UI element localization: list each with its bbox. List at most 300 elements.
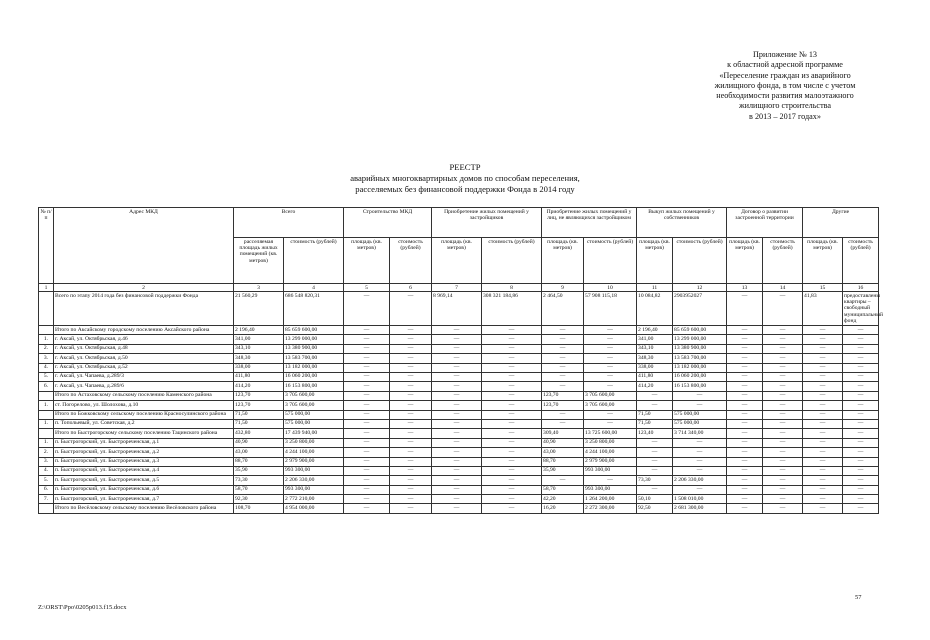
row-cell: — [390,485,432,494]
row-address: п. Топольевый, ул. Советская, д.2 [54,419,234,428]
row-cell: — [843,326,879,335]
header-territory-contract: Договор о развитии застроенной территории [727,208,803,238]
row-number: 3. [39,457,54,466]
column-number: 9 [542,284,584,292]
row-cell: 3 705 600,00 [584,391,637,400]
row-cell: — [673,391,727,400]
row-cell: — [390,495,432,504]
table-row [39,419,879,428]
column-number: 5 [344,284,390,292]
row-cell: — [344,485,390,494]
column-number: 7 [432,284,482,292]
row-cell: — [763,476,803,485]
row-cell: 43,00 [234,448,284,457]
row-cell: — [727,391,763,400]
row-cell: 35,90 [542,466,584,475]
row-address: п. Быстрогорский, ул. Быстрореченская, д.3 [54,457,234,466]
row-cell: — [482,495,542,504]
row-cell: — [390,372,432,381]
row-cell: — [482,382,542,391]
row-cell: 123,40 [637,429,673,438]
table-row [39,476,879,485]
row-cell: — [344,419,390,428]
row-cell: — [390,363,432,372]
row-cell: — [763,335,803,344]
header-non-developer-purchase: Приобретение жилых помещений у лиц, не являющихся застройщиком [542,208,637,238]
row-address: г. Аксай, ул. Октябрьская, д.46 [54,335,234,344]
row-number: 2. [39,448,54,457]
row-address: п. Быстрогорский, ул. Быстрореченская, д.5 [54,476,234,485]
row-cell: — [727,363,763,372]
row-cell: 338,00 [637,363,673,372]
row-cell: — [803,354,843,363]
table-row [39,326,879,335]
row-cell: — [673,448,727,457]
row-cell: — [344,504,390,513]
row-number: 1. [39,401,54,410]
appendix-line: Приложение № 13 [752,50,818,59]
row-cell: — [584,344,637,353]
row-cell: 341,00 [234,335,284,344]
row-cell: 2 979 900,00 [284,457,344,466]
row-cell: — [432,476,482,485]
row-cell: — [390,292,432,326]
row-cell: — [763,292,803,326]
row-cell: — [584,326,637,335]
row-cell: — [432,335,482,344]
row-cell: — [763,419,803,428]
row-cell: 348,30 [637,354,673,363]
row-cell: — [727,401,763,410]
header-row-1 [39,208,879,238]
row-cell: 92,50 [637,504,673,513]
row-cell: — [390,457,432,466]
row-cell: — [482,410,542,419]
row-cell: — [584,382,637,391]
row-cell: — [803,391,843,400]
row-cell: 123,70 [234,401,284,410]
row-cell: 414,20 [234,382,284,391]
row-cell: — [727,495,763,504]
row-number: 4. [39,466,54,475]
row-cell: — [803,438,843,447]
row-cell: — [803,410,843,419]
appendix-line: «Переселение граждан из аварийного [719,70,851,80]
row-cell: — [727,382,763,391]
header-developer-purchase: Приобретение жилых помещений у застройщиков [432,208,542,238]
row-cell: — [843,476,879,485]
row-cell: — [843,495,879,504]
row-cell: — [763,448,803,457]
row-cell: 13 299 000,00 [673,335,727,344]
row-cell: — [673,438,727,447]
row-cell: — [763,326,803,335]
row-cell: — [727,504,763,513]
row-cell: 13 583 700,00 [673,354,727,363]
row-cell: — [482,344,542,353]
row-cell: — [803,372,843,381]
row-cell: 575 000,00 [284,410,344,419]
row-cell: 3 705 600,00 [284,391,344,400]
row-cell: 411,80 [234,372,284,381]
row-cell: 2 206 330,00 [284,476,344,485]
row-cell: — [637,466,673,475]
row-cell: предоставлены квартиры – свободный муниципальный фонд [844,292,883,325]
row-cell: — [584,335,637,344]
row-cell: 341,00 [637,335,673,344]
row-cell: 2 772 210,00 [284,495,344,504]
row-cell: 88,70 [234,457,284,466]
row-cell: 21 560,29 [234,292,284,326]
row-address: п. Быстрогорский, ул. Быстрореченская, д.1 [54,438,234,447]
row-cell: — [727,292,763,326]
header-address: Адрес МКД [54,208,234,284]
row-cell: 123,70 [234,391,284,400]
row-cell: — [803,326,843,335]
row-cell: — [803,382,843,391]
row-address: Итого по Быстрогорскому сельскому поселению Тацинского района [54,429,234,438]
column-number: 1 [39,284,54,292]
row-cell: 411,80 [637,372,673,381]
row-cell: — [803,495,843,504]
subheader-area: площадь (кв. метров) [542,238,584,284]
row-cell: — [542,354,584,363]
row-cell: 16 060 200,00 [284,372,344,381]
row-cell: 343,10 [637,344,673,353]
row-address: г. Аксай, ул. Октябрьская, д.48 [54,344,234,353]
row-number: 6. [39,382,54,391]
table-row [39,438,879,447]
row-cell: — [482,401,542,410]
subheader-area-total: расселяемая площадь жилых помещений (кв. метров) [234,238,284,284]
row-cell: — [432,391,482,400]
row-cell: 3 705 600,00 [584,401,637,410]
row-cell: 13 380 900,00 [673,344,727,353]
subheader-area: площадь (кв. метров) [803,238,843,284]
column-number: 11 [637,284,673,292]
header-buyout: Выкуп жилых помещений у собственников [637,208,727,238]
row-number [39,410,54,419]
row-address: Итого по Аксайскому городскому поселению Аксайского района [54,326,234,335]
row-number: 5. [39,372,54,381]
row-cell: 309,40 [542,429,584,438]
header-construction: Строительство МКД [344,208,432,238]
subheader-cost: стоимость (рублей) [390,238,432,284]
row-cell: — [482,476,542,485]
row-cell: — [432,438,482,447]
row-cell: — [390,335,432,344]
row-cell: — [390,391,432,400]
table-row [39,401,879,410]
row-cell: — [803,457,843,466]
row-cell: — [344,382,390,391]
row-cell: — [344,326,390,335]
row-cell: — [584,410,637,419]
row-cell: — [843,457,879,466]
row-cell: — [803,448,843,457]
row-cell: — [482,354,542,363]
row-cell: — [432,382,482,391]
row-cell: — [344,344,390,353]
row-cell: — [344,354,390,363]
row-cell: 85 659 600,00 [284,326,344,335]
row-cell: 575 000,00 [673,410,727,419]
subheader-area: площадь (кв. метров) [344,238,390,284]
row-cell: — [344,495,390,504]
table-row [39,504,879,513]
row-cell: — [843,419,879,428]
row-cell: — [482,419,542,428]
row-cell: — [542,344,584,353]
row-cell: — [390,401,432,410]
row-cell: 123,70 [542,391,584,400]
row-cell: 2 272 300,00 [584,504,637,513]
table-row [39,429,879,438]
row-number [39,504,54,513]
row-cell: — [803,466,843,475]
row-cell: — [803,363,843,372]
row-cell: 13 182 000,00 [284,363,344,372]
row-cell: — [432,326,482,335]
row-cell: — [344,372,390,381]
subheader-cost: стоимость (рублей) [673,238,727,284]
row-number: 6. [39,485,54,494]
row-cell: — [542,335,584,344]
subheader-cost: стоимость (рублей) [763,238,803,284]
row-cell: — [482,429,542,438]
row-cell: — [482,363,542,372]
row-cell: — [727,419,763,428]
header-number: № п/п [39,208,54,284]
row-cell: — [763,382,803,391]
row-cell: — [432,419,482,428]
row-cell: 71,50 [234,410,284,419]
appendix-line: жилищного фонда, в том числе с учетом [714,80,856,90]
row-address: п. Быстрогорский, ул. Быстрореченская, д.7 [54,495,234,504]
row-cell: — [542,382,584,391]
row-cell: — [482,372,542,381]
row-cell: — [763,410,803,419]
header-other: Другие [803,208,879,238]
row-number: 2. [39,344,54,353]
row-cell: — [843,448,879,457]
row-cell: — [843,429,879,438]
row-cell: — [482,391,542,400]
row-cell: — [432,504,482,513]
column-number: 8 [482,284,542,292]
row-address: п. Быстрогорский, ул. Быстрореченская, д.6 [54,485,234,494]
row-cell: — [390,438,432,447]
row-cell: — [584,363,637,372]
row-cell: 13 725 600,00 [584,429,637,438]
row-cell: 71,50 [234,419,284,428]
row-cell: — [637,485,673,494]
registry-table [38,207,883,514]
row-number: 4. [39,363,54,372]
row-cell: — [673,485,727,494]
row-cell: — [803,401,843,410]
column-number: 16 [843,284,879,292]
row-cell: — [584,372,637,381]
column-number: 13 [727,284,763,292]
row-cell: — [637,448,673,457]
row-cell: — [432,410,482,419]
row-cell: — [843,363,879,372]
row-cell: 16,20 [542,504,584,513]
row-cell: 3 714 340,00 [673,429,727,438]
row-cell: — [432,457,482,466]
row-cell: 993 300,00 [284,466,344,475]
row-cell: — [637,438,673,447]
row-address: г. Аксай, ул. Чапаева, д.289/6 [54,382,234,391]
row-cell: — [763,438,803,447]
row-cell: — [637,391,673,400]
row-number [39,292,54,326]
row-cell: — [843,391,879,400]
row-cell: 2 681 300,00 [673,504,727,513]
row-cell: — [542,372,584,381]
row-cell: — [763,466,803,475]
subheader-cost: стоимость (рублей) [584,238,637,284]
row-number: 1. [39,335,54,344]
row-cell: — [390,466,432,475]
row-cell: 993 300,00 [584,466,637,475]
row-cell: — [344,438,390,447]
row-cell: 2 206 330,00 [673,476,727,485]
row-cell: 13 583 700,00 [284,354,344,363]
row-cell: — [432,429,482,438]
row-cell: — [843,401,879,410]
row-cell: — [344,448,390,457]
heading-line-1: аварийных многоквартирных домов по способам переселения, [350,173,580,183]
row-cell: 71,50 [637,410,673,419]
document-heading [180,162,750,195]
row-cell: — [727,457,763,466]
row-cell: — [344,401,390,410]
row-cell: — [584,354,637,363]
table-row [39,372,879,381]
row-number: 5. [39,476,54,485]
row-cell: 16 153 800,00 [673,382,727,391]
row-cell: — [843,344,879,353]
row-address: г. Аксай, ул. Октябрьская, д.50 [54,354,234,363]
row-cell: — [482,448,542,457]
row-cell: 13 380 900,00 [284,344,344,353]
row-cell: — [637,457,673,466]
column-number: 2 [54,284,234,292]
row-address: ст. Погорелово, ул. Шолохова, д.10 [54,401,234,410]
row-cell: 41,83 [803,292,843,326]
row-cell: — [482,504,542,513]
row-cell: — [542,419,584,428]
row-cell: — [763,504,803,513]
row-cell: 85 659 600,00 [673,326,727,335]
column-number: 15 [803,284,843,292]
row-cell: — [763,391,803,400]
row-cell: — [673,457,727,466]
row-cell: 40,90 [542,438,584,447]
row-cell: — [727,466,763,475]
subheader-area: площадь (кв. метров) [432,238,482,284]
row-cell: — [390,504,432,513]
subheader-cost: стоимость (рублей) [482,238,542,284]
row-cell: — [344,476,390,485]
row-cell: 3 705 600,00 [284,401,344,410]
table-row [39,292,879,326]
table-row [39,466,879,475]
row-cell: 42,20 [542,495,584,504]
row-cell: — [843,485,879,494]
row-cell: — [673,401,727,410]
row-address: п. Быстрогорский, ул. Быстрореченская, д.4 [54,466,234,475]
row-cell: — [344,335,390,344]
row-cell: 16 060 200,00 [673,372,727,381]
row-cell: — [843,504,879,513]
row-cell: — [482,335,542,344]
row-cell: 10 084,82 [637,292,673,326]
row-cell: 338,00 [234,363,284,372]
page-number: 57 [855,594,862,601]
column-numbers-row [39,284,879,292]
appendix-block [640,50,930,122]
row-address: Итого по Астаховскому сельскому поселению Каменского района [54,391,234,400]
column-number: 6 [390,284,432,292]
row-cell: — [344,292,390,326]
table-row [39,391,879,400]
row-cell: 13 299 000,00 [284,335,344,344]
row-cell: 2 464,50 [542,292,584,326]
row-cell: — [482,457,542,466]
table-row [39,457,879,466]
row-cell: — [803,485,843,494]
appendix-line: в 2013 – 2017 годах» [749,111,821,121]
row-cell: — [432,372,482,381]
table-row [39,354,879,363]
row-cell: 343,10 [234,344,284,353]
row-cell: — [432,495,482,504]
table-row [39,382,879,391]
table-row [39,448,879,457]
table-row [39,335,879,344]
table-row [39,410,879,419]
row-cell: 2 196,40 [234,326,284,335]
row-cell: 8 969,14 [432,292,482,326]
row-cell: — [727,335,763,344]
row-cell: — [727,429,763,438]
row-cell: — [390,354,432,363]
row-cell: 575 000,00 [673,419,727,428]
row-cell: — [432,448,482,457]
row-cell: 2903952027 [673,292,727,326]
row-address: п. Быстрогорский, ул. Быстрореченская, д.2 [54,448,234,457]
column-number: 10 [584,284,637,292]
row-cell: 57 908 115,18 [584,292,637,326]
row-cell: — [390,326,432,335]
row-cell: — [727,438,763,447]
column-number: 12 [673,284,727,292]
subheader-area: площадь (кв. метров) [727,238,763,284]
row-cell: 50,10 [637,495,673,504]
row-cell: — [584,419,637,428]
row-cell: — [390,382,432,391]
row-cell: — [344,457,390,466]
table-row [39,485,879,494]
column-number: 14 [763,284,803,292]
appendix-line: к областной адресной программе [727,60,843,70]
row-cell: 88,70 [542,457,584,466]
row-cell: 3 250 800,00 [284,438,344,447]
row-cell: 73,30 [234,476,284,485]
